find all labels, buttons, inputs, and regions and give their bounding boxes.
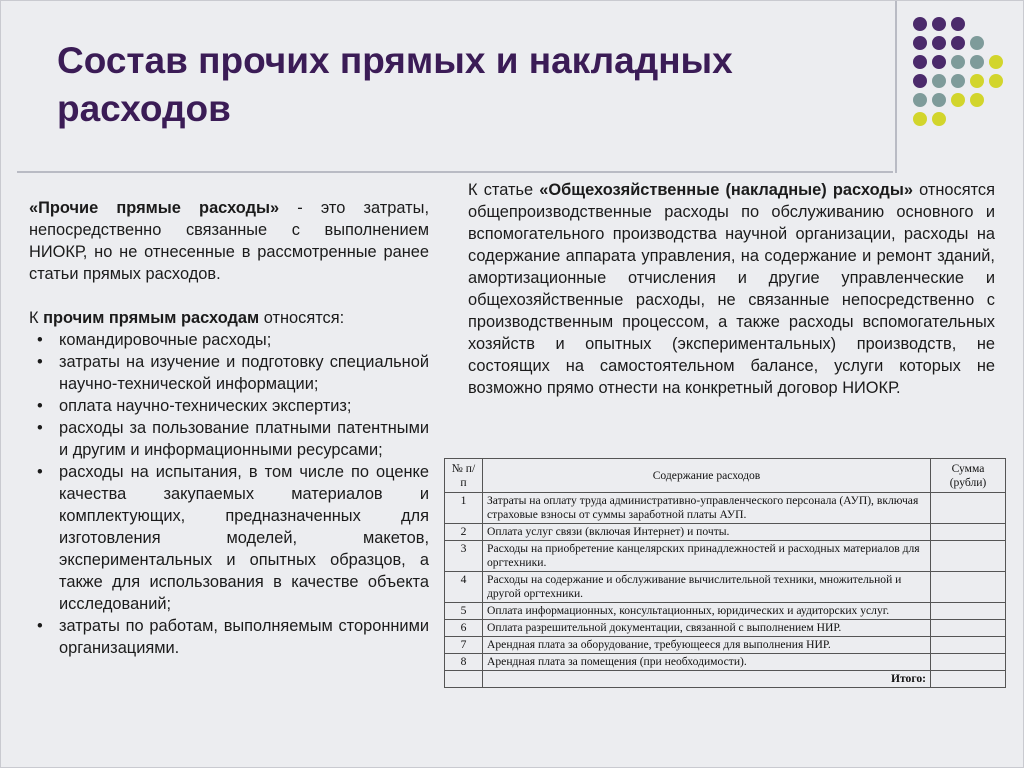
decor-dot <box>932 74 946 88</box>
row-sum <box>931 654 1006 671</box>
decor-dot <box>970 74 984 88</box>
decor-dot <box>951 36 965 50</box>
row-text: Оплата разрешительной документации, связанной с выполнением НИР. <box>483 620 931 637</box>
row-sum <box>931 524 1006 541</box>
row-num: 8 <box>445 654 483 671</box>
header-num: № п/п <box>445 459 483 493</box>
row-num: 1 <box>445 493 483 524</box>
decor-dot <box>951 55 965 69</box>
direct-costs-list <box>29 329 429 659</box>
list-item: • затраты на изучение и подготовку специальной научно-технической информации; <box>29 351 429 395</box>
decor-dot <box>913 112 927 126</box>
definition-text: - это затраты, непосредственно связанные с выполнением НИОКР, но не отнесенные в рассмотренные ранее статьи прямых расходов. <box>29 199 429 283</box>
list-item: • оплата научно-технических экспертиз; <box>29 395 429 417</box>
table-row <box>445 572 1006 603</box>
slide-title: Состав прочих прямых и накладных расходов <box>57 40 733 129</box>
table-row <box>445 654 1006 671</box>
table-row <box>445 637 1006 654</box>
decor-dot <box>932 17 946 31</box>
vertical-divider <box>895 1 897 173</box>
row-num: 3 <box>445 541 483 572</box>
total-num-cell <box>445 671 483 688</box>
row-text: Расходы на приобретение канцелярских принадлежностей и расходных материалов для оргтехники. <box>483 541 931 572</box>
decor-dot <box>970 93 984 107</box>
decor-dot <box>951 17 965 31</box>
intro-paragraph <box>29 307 429 329</box>
header-sum: Сумма (рубли) <box>931 459 1006 493</box>
row-sum <box>931 572 1006 603</box>
list-item: • расходы на испытания, в том числе по оценке качества закупаемых материалов и комплектующих, предназначенных для изготовления моделей, макетов, экспериментальных и опытных образцов, а также для использования в качестве объекта исследований; <box>29 461 429 615</box>
decor-dot <box>970 55 984 69</box>
table-total-row <box>445 671 1006 688</box>
list-item: • затраты по работам, выполняемым сторонними организациями. <box>29 615 429 659</box>
row-text: Оплата информационных, консультационных, юридических и аудиторских услуг. <box>483 603 931 620</box>
table-header-row <box>445 459 1006 493</box>
row-num: 5 <box>445 603 483 620</box>
right-column <box>468 179 995 399</box>
row-sum <box>931 620 1006 637</box>
intro-suffix: относятся: <box>259 309 345 327</box>
total-label: Итого: <box>483 671 931 688</box>
decor-dot <box>951 74 965 88</box>
decor-dot <box>932 112 946 126</box>
overhead-text: относятся общепроизводственные расходы по обслуживанию основного и вспомогательного производства научной организации, расходы на содержание аппарата управления, на содержание и ремонт зданий, амортизационные отчисления и другие управленческие и общехозяйственные расходы, не связанные непосредственно с производственным процессом, а также расходы вспомогательных хозяйств и опытных (экспериментальных) производств, не состоящих на самостоятельном балансе, услуги которых не возможно прямо отнести на конкретный договор НИОКР. <box>468 181 995 397</box>
table-row <box>445 541 1006 572</box>
decorative-dot-grid <box>913 17 1013 147</box>
intro-prefix: К <box>29 309 44 327</box>
left-column <box>29 197 429 659</box>
decor-dot <box>913 55 927 69</box>
row-text: Арендная плата за оборудование, требующееся для выполнения НИР. <box>483 637 931 654</box>
intro-term: прочим прямым расходам <box>43 309 260 327</box>
decor-dot <box>970 36 984 50</box>
row-num: 7 <box>445 637 483 654</box>
overhead-costs-table <box>444 458 1006 688</box>
row-text: Расходы на содержание и обслуживание вычислительной техники, множительной и другой оргтехники. <box>483 572 931 603</box>
horizontal-divider <box>17 171 893 173</box>
definition-paragraph <box>29 197 429 285</box>
row-sum <box>931 603 1006 620</box>
row-num: 6 <box>445 620 483 637</box>
decor-dot <box>913 36 927 50</box>
table-row <box>445 493 1006 524</box>
row-text: Арендная плата за помещения (при необходимости). <box>483 654 931 671</box>
decor-dot <box>932 55 946 69</box>
decor-dot <box>951 93 965 107</box>
list-item: • командировочные расходы; <box>29 329 429 351</box>
table-row <box>445 524 1006 541</box>
decor-dot <box>932 93 946 107</box>
table-row <box>445 620 1006 637</box>
decor-dot <box>913 74 927 88</box>
total-value <box>931 671 1006 688</box>
row-sum <box>931 541 1006 572</box>
definition-term: «Прочие прямые расходы» <box>29 199 280 217</box>
row-sum <box>931 637 1006 654</box>
overhead-prefix: К статье <box>468 181 540 199</box>
table-row <box>445 603 1006 620</box>
row-num: 2 <box>445 524 483 541</box>
header-content: Содержание расходов <box>483 459 931 493</box>
list-item: • расходы за пользование платными патентными и другим и информационными ресурсами; <box>29 417 429 461</box>
row-num: 4 <box>445 572 483 603</box>
row-text: Затраты на оплату труда административно-управленческого персонала (АУП), включая страховые взносы от суммы заработной платы АУП. <box>483 493 931 524</box>
decor-dot <box>989 74 1003 88</box>
row-sum <box>931 493 1006 524</box>
overhead-paragraph <box>468 179 995 399</box>
decor-dot <box>989 55 1003 69</box>
decor-dot <box>932 36 946 50</box>
decor-dot <box>913 17 927 31</box>
decor-dot <box>913 93 927 107</box>
overhead-term: «Общехозяйственные (накладные) расходы» <box>539 181 913 199</box>
row-text: Оплата услуг связи (включая Интернет) и почты. <box>483 524 931 541</box>
